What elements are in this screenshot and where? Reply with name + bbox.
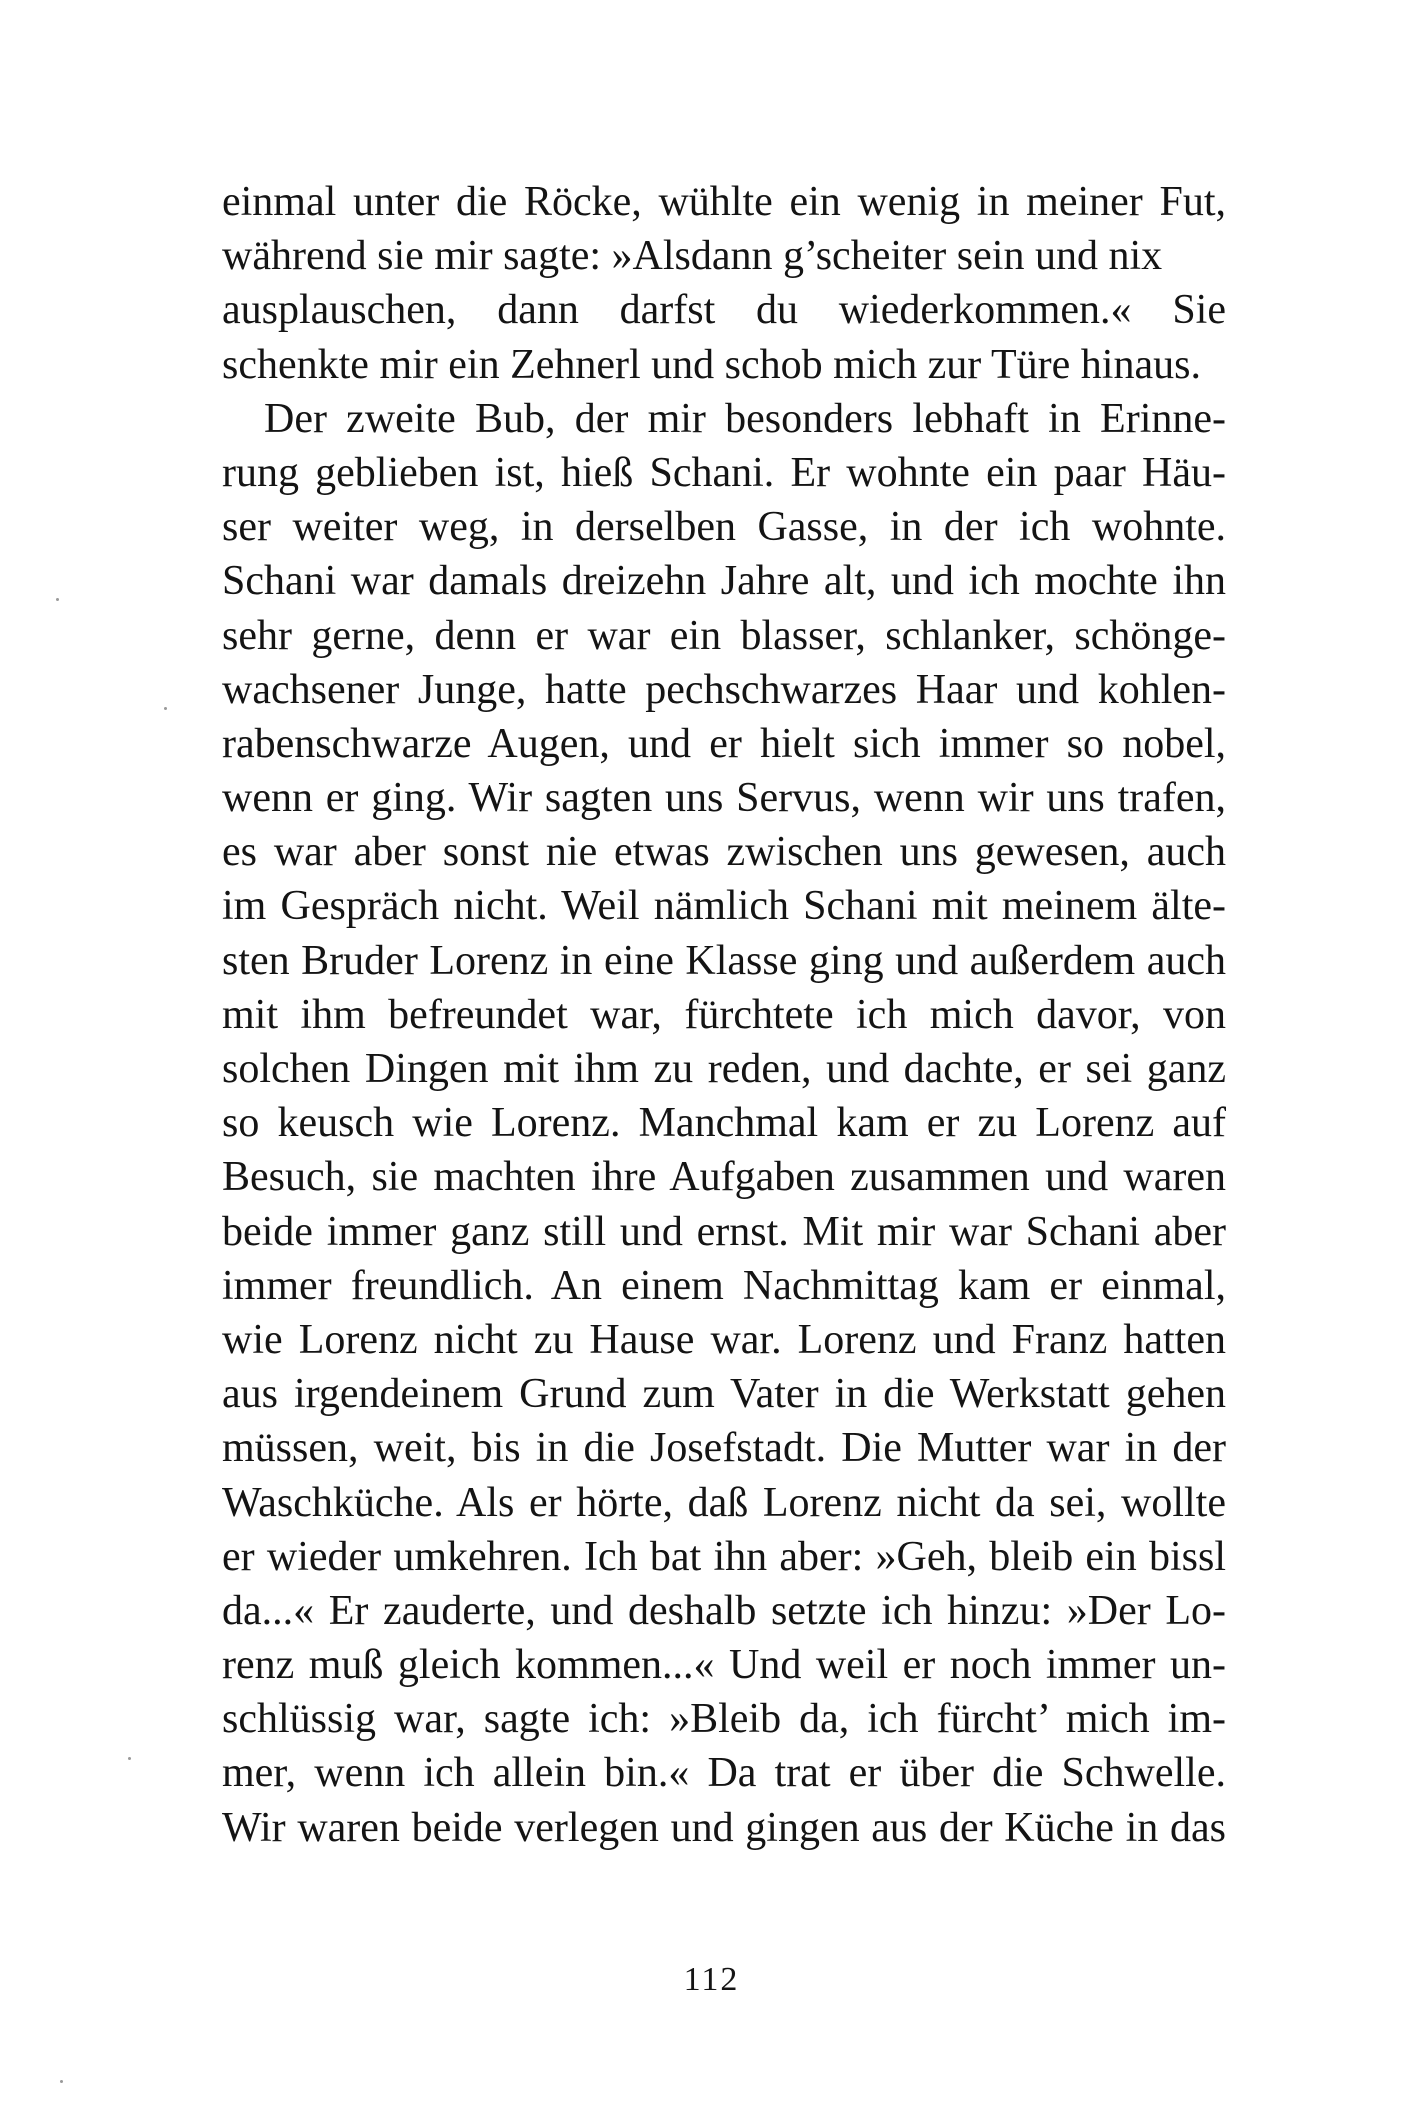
text-line: Waschküche. Als er hörte, daß Lorenz nicht da sei, wollte — [222, 1479, 1226, 1526]
text-line: ausplauschen, dann darfst du wiederkommen.« Sie — [222, 287, 1226, 334]
paragraph-end-line: schenkte mir ein Zehnerl und schob mich zur Türe hinaus. — [222, 341, 1201, 388]
text-line: er wieder umkehren. Ich bat ihn aber: »Geh, bleib ein bissl — [222, 1533, 1226, 1580]
text-line: rung geblieben ist, hieß Schani. Er wohnte ein paar Häu- — [222, 449, 1226, 496]
text-line: Schani war damals dreizehn Jahre alt, und ich mochte ihn — [222, 558, 1226, 605]
text-line: wie Lorenz nicht zu Hause war. Lorenz und Franz hatten — [222, 1316, 1226, 1363]
text-line: Besuch, sie machten ihre Aufgaben zusammen und waren — [222, 1154, 1226, 1201]
text-line: schlüssig war, sagte ich: »Bleib da, ich fürcht’ mich im- — [222, 1696, 1226, 1743]
text-line: müssen, weit, bis in die Josefstadt. Die Mutter war in der — [222, 1425, 1226, 1472]
text-line: einmal unter die Röcke, wühlte ein wenig in meiner Fut, — [222, 179, 1226, 225]
text-line: wachsener Junge, hatte pechschwarzes Haar und kohlen- — [222, 666, 1226, 713]
scan-speck — [60, 2080, 63, 2083]
text-line: ser weiter weg, in derselben Gasse, in der ich wohnte. — [222, 504, 1226, 551]
text-line: aus irgendeinem Grund zum Vater in die Werkstatt gehen — [222, 1371, 1226, 1418]
text-line: Wir waren beide verlegen und gingen aus der Küche in das — [222, 1804, 1226, 1851]
body-text — [222, 175, 1226, 1855]
text-line: sehr gerne, denn er war ein blasser, schlanker, schönge- — [222, 612, 1226, 659]
scan-speck — [56, 598, 59, 601]
text-line: während sie mir sagte: »Alsdann g’scheiter sein und nix — [222, 233, 1163, 280]
text-line: beide immer ganz still und ernst. Mit mir war Schani aber — [222, 1208, 1226, 1255]
text-line: rabenschwarze Augen, und er hielt sich immer so nobel, — [222, 720, 1226, 767]
text-line: da...« Er zauderte, und deshalb setzte ich hinzu: »Der Lo- — [222, 1587, 1226, 1634]
text-line: wenn er ging. Wir sagten uns Servus, wenn wir uns trafen, — [222, 775, 1226, 822]
text-line: so keusch wie Lorenz. Manchmal kam er zu Lorenz auf — [222, 1100, 1226, 1147]
text-line: sten Bruder Lorenz in eine Klasse ging und außerdem auch — [222, 937, 1226, 984]
text-line: solchen Dingen mit ihm zu reden, und dachte, er sei ganz — [222, 1046, 1226, 1092]
text-line: renz muß gleich kommen...« Und weil er noch immer un- — [222, 1642, 1226, 1689]
text-line: im Gespräch nicht. Weil nämlich Schani mit meinem älte- — [222, 883, 1226, 930]
scan-speck — [164, 707, 167, 710]
page-number: 112 — [683, 1961, 740, 1998]
scan-speck — [128, 1757, 131, 1760]
paragraph-start-line: Der zweite Bub, der mir besonders lebhaft in Erinne- — [264, 395, 1226, 442]
text-line: es war aber sonst nie etwas zwischen uns gewesen, auch — [222, 829, 1226, 876]
text-line: immer freundlich. An einem Nachmittag kam er einmal, — [222, 1262, 1226, 1309]
text-line: mit ihm befreundet war, fürchtete ich mich davor, von — [222, 991, 1226, 1038]
text-line: mer, wenn ich allein bin.« Da trat er über die Schwelle. — [222, 1750, 1226, 1797]
